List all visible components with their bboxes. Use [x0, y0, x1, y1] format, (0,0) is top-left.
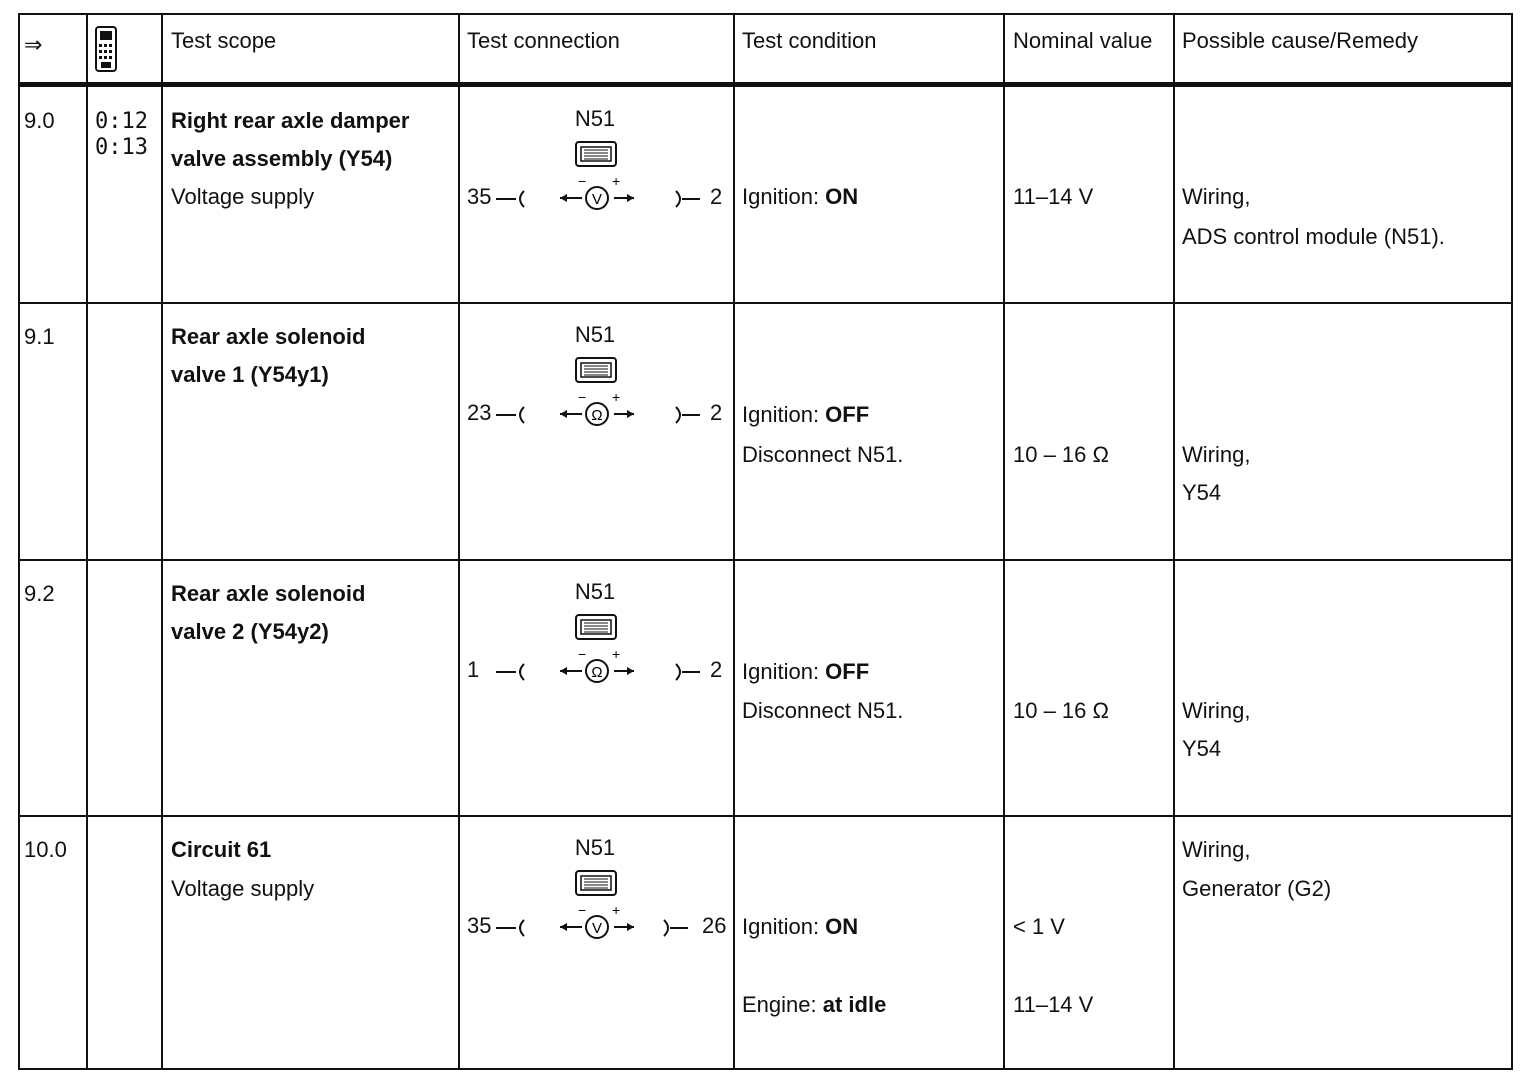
connection-diagram: [460, 835, 730, 945]
col-divider: [161, 13, 163, 1070]
row-divider: [18, 815, 1513, 817]
cause-line: Y54: [1182, 736, 1222, 761]
svg-text:+: +: [612, 174, 621, 189]
condition-detail: Disconnect N51.: [742, 698, 904, 723]
module-label: N51: [574, 322, 616, 347]
nominal-value: 10 – 16 Ω: [1013, 698, 1109, 723]
scope-detail: Voltage supply: [171, 876, 315, 901]
scope-title: valve 1 (Y54y1): [171, 362, 329, 387]
condition: Ignition: ON: [742, 184, 859, 209]
header-divider: [18, 82, 1513, 87]
svg-text:+: +: [612, 903, 621, 918]
control-module-icon: [574, 869, 618, 899]
scope-title: Circuit 61: [171, 837, 272, 862]
cause-line: Wiring,: [1182, 184, 1251, 209]
col-divider: [1173, 13, 1175, 1070]
col-divider: [86, 13, 88, 1070]
plug-left-icon: [494, 917, 530, 937]
svg-text:+: +: [612, 390, 621, 405]
condition: Ignition: OFF: [742, 659, 870, 684]
plug-right-icon: [660, 917, 690, 937]
cause-line: Wiring,: [1182, 442, 1251, 467]
cause-line: ADS control module (N51).: [1182, 224, 1445, 249]
cause-line: Wiring,: [1182, 837, 1251, 862]
step-number: 9.2: [24, 581, 55, 606]
pin-right: 2: [710, 184, 723, 209]
nominal-value: < 1 V: [1013, 914, 1065, 939]
condition: Ignition: OFF: [742, 402, 870, 427]
svg-text:V: V: [591, 920, 603, 937]
pin-right: 2: [710, 400, 723, 425]
condition-engine: Engine: at idle: [742, 992, 887, 1017]
pin-left: 23: [467, 400, 492, 425]
meter-icon: [558, 647, 636, 687]
connection-diagram: [460, 322, 730, 432]
possible-cause-header: Possible cause/Remedy: [1182, 28, 1419, 53]
svg-text:V: V: [591, 191, 603, 208]
row-divider: [18, 302, 1513, 304]
step-number: 9.1: [24, 324, 55, 349]
pin-left: 1: [467, 657, 480, 682]
test-connection-header: Test connection: [467, 28, 620, 53]
connection-diagram: [460, 579, 730, 689]
col-divider: [733, 13, 735, 1070]
cause-line: Y54: [1182, 480, 1222, 505]
meter-icon: [558, 174, 636, 214]
meter-icon: [558, 390, 636, 430]
module-label: N51: [574, 106, 616, 131]
control-module-icon: [574, 356, 618, 386]
pin-left: 35: [467, 184, 492, 209]
plug-left-icon: [494, 404, 530, 424]
svg-text:−: −: [578, 390, 587, 405]
scope-title: Rear axle solenoid: [171, 581, 366, 606]
connection-diagram: [460, 106, 730, 216]
plug-right-icon: [672, 404, 702, 424]
nominal-value: 10 – 16 Ω: [1013, 442, 1109, 467]
nominal-value-header: Nominal value: [1013, 28, 1153, 53]
cause-line: Wiring,: [1182, 698, 1251, 723]
col-divider: [1003, 13, 1005, 1070]
svg-text:Ω: Ω: [591, 407, 603, 424]
pin-right: 26: [702, 913, 727, 938]
row-divider: [18, 559, 1513, 561]
tester-icon: [94, 26, 118, 72]
control-module-icon: [574, 613, 618, 643]
test-scope-header: Test scope: [171, 28, 277, 53]
fault-code: 0:13: [95, 135, 148, 160]
svg-text:−: −: [578, 647, 587, 662]
scope-title: Right rear axle damper: [171, 108, 410, 133]
plug-left-icon: [494, 661, 530, 681]
svg-text:Ω: Ω: [591, 664, 603, 681]
test-condition-header: Test condition: [742, 28, 877, 53]
scope-title: valve 2 (Y54y2): [171, 619, 329, 644]
condition: Ignition: ON: [742, 914, 859, 939]
arrow-header: ⇒: [24, 32, 43, 57]
plug-left-icon: [494, 188, 530, 208]
plug-right-icon: [672, 661, 702, 681]
scope-detail: Voltage supply: [171, 184, 315, 209]
svg-text:−: −: [578, 903, 587, 918]
nominal-value: 11–14 V: [1013, 184, 1094, 209]
scope-title: valve assembly (Y54): [171, 146, 393, 171]
plug-right-icon: [672, 188, 702, 208]
nominal-value-idle: 11–14 V: [1013, 992, 1094, 1017]
step-number: 9.0: [24, 108, 55, 133]
cause-line: Generator (G2): [1182, 876, 1332, 901]
step-number: 10.0: [24, 837, 67, 862]
svg-text:+: +: [612, 647, 621, 662]
scope-title: Rear axle solenoid: [171, 324, 366, 349]
condition-detail: Disconnect N51.: [742, 442, 904, 467]
svg-text:−: −: [578, 174, 587, 189]
control-module-icon: [574, 140, 618, 170]
pin-right: 2: [710, 657, 723, 682]
meter-icon: [558, 903, 636, 943]
module-label: N51: [574, 835, 616, 860]
pin-left: 35: [467, 913, 492, 938]
module-label: N51: [574, 579, 616, 604]
fault-code: 0:12: [95, 109, 148, 134]
